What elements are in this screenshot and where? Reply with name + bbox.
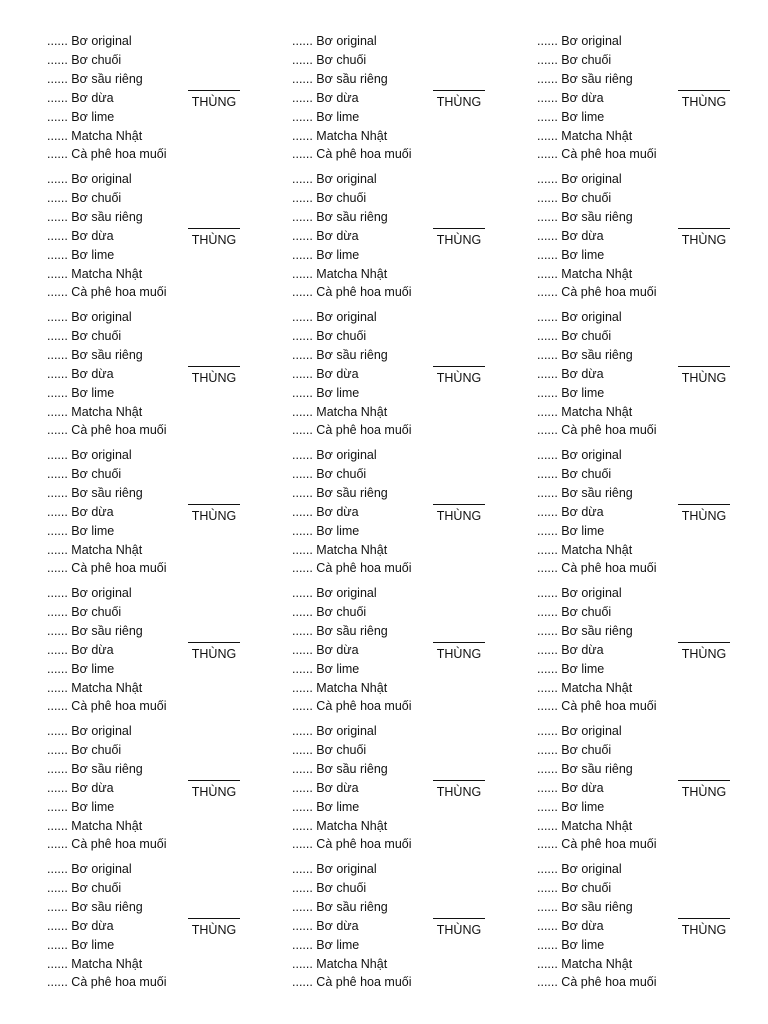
carton-unit-label: THÙNG [436, 647, 482, 661]
flavor-line: ...... Bơ lime [292, 523, 360, 538]
carton-count-field [678, 496, 730, 524]
flavor-line: ...... Matcha Nhật [537, 404, 633, 419]
order-label [47, 170, 292, 304]
flavor-line: ...... Bơ chuối [292, 880, 367, 895]
flavor-line: ...... Bơ sầu riêng [47, 761, 143, 776]
flavor-line: ...... Cà phê hoa muối [292, 285, 412, 300]
flavor-line: ...... Bơ sầu riêng [537, 209, 633, 224]
carton-count-field [188, 634, 240, 662]
flavor-line: ...... Bơ chuối [47, 328, 122, 343]
flavor-line: ...... Bơ original [47, 586, 132, 600]
carton-count-field [188, 220, 240, 248]
flavor-line: ...... Bơ dừa [292, 366, 359, 381]
flavor-line: ...... Matcha Nhật [292, 404, 388, 419]
flavor-line: ...... Bơ lime [537, 109, 605, 124]
flavor-line: ...... Bơ chuối [47, 880, 122, 895]
flavor-line: ...... Bơ sầu riêng [292, 761, 388, 776]
carton-count-blank [433, 82, 485, 91]
carton-count-blank [188, 772, 240, 781]
carton-count-field [678, 910, 730, 938]
flavor-line: ...... Matcha Nhật [292, 266, 388, 281]
flavor-line: ...... Cà phê hoa muối [47, 147, 167, 162]
flavor-line: ...... Bơ chuối [292, 604, 367, 619]
flavor-line: ...... Matcha Nhật [537, 128, 633, 143]
flavor-line: ...... Bơ lime [47, 661, 115, 676]
carton-count-blank [678, 634, 730, 643]
carton-count-field [433, 82, 485, 110]
flavor-line: ...... Bơ lime [537, 523, 605, 538]
flavor-line: ...... Bơ lime [47, 523, 115, 538]
order-label [47, 32, 292, 166]
flavor-line: ...... Bơ lime [47, 937, 115, 952]
order-label [292, 32, 537, 166]
flavor-line: ...... Bơ lime [292, 799, 360, 814]
flavor-line: ...... Bơ dừa [292, 90, 359, 105]
flavor-line: ...... Cà phê hoa muối [47, 975, 167, 990]
flavor-line: ...... Bơ original [292, 172, 377, 186]
flavor-line: ...... Bơ lime [537, 799, 605, 814]
flavor-line: ...... Bơ dừa [292, 228, 359, 243]
flavor-line: ...... Bơ dừa [537, 780, 604, 795]
flavor-line: ...... Bơ lime [537, 661, 605, 676]
flavor-line: ...... Matcha Nhật [47, 956, 143, 971]
order-label [292, 170, 537, 304]
flavor-line: ...... Matcha Nhật [292, 542, 388, 557]
flavor-line: ...... Bơ dừa [47, 228, 114, 243]
carton-count-blank [188, 82, 240, 91]
order-label [537, 170, 768, 304]
carton-unit-label: THÙNG [436, 509, 482, 523]
flavor-line: ...... Matcha Nhật [537, 818, 633, 833]
flavor-line: ...... Bơ lime [47, 109, 115, 124]
carton-count-field [678, 82, 730, 110]
flavor-line: ...... Cà phê hoa muối [537, 561, 657, 576]
order-label [537, 860, 768, 994]
carton-count-field [188, 496, 240, 524]
flavor-line: ...... Bơ sầu riêng [537, 899, 633, 914]
flavor-line: ...... Bơ sầu riêng [47, 899, 143, 914]
flavor-line: ...... Bơ original [292, 448, 377, 462]
flavor-line: ...... Bơ chuối [292, 328, 367, 343]
carton-unit-label: THÙNG [191, 371, 237, 385]
flavor-line: ...... Bơ original [537, 862, 622, 876]
carton-count-field [433, 220, 485, 248]
flavor-line: ...... Bơ chuối [537, 52, 612, 67]
carton-unit-label: THÙNG [681, 647, 727, 661]
flavor-line: ...... Cà phê hoa muối [537, 837, 657, 852]
carton-count-blank [678, 772, 730, 781]
flavor-line: ...... Matcha Nhật [537, 956, 633, 971]
flavor-line: ...... Bơ original [537, 172, 622, 186]
flavor-line: ...... Bơ original [537, 448, 622, 462]
order-label [47, 860, 292, 994]
carton-count-field [188, 772, 240, 800]
flavor-line: ...... Bơ dừa [47, 918, 114, 933]
flavor-line: ...... Matcha Nhật [47, 818, 143, 833]
flavor-line: ...... Bơ original [292, 724, 377, 738]
flavor-line: ...... Bơ lime [292, 385, 360, 400]
flavor-line: ...... Cà phê hoa muối [537, 423, 657, 438]
carton-unit-label: THÙNG [191, 509, 237, 523]
flavor-line: ...... Bơ sầu riêng [47, 485, 143, 500]
order-label [537, 446, 768, 580]
order-label [537, 308, 768, 442]
carton-unit-label: THÙNG [191, 647, 237, 661]
carton-unit-label: THÙNG [191, 233, 237, 247]
flavor-line: ...... Cà phê hoa muối [537, 147, 657, 162]
flavor-line: ...... Bơ sầu riêng [292, 485, 388, 500]
flavor-line: ...... Bơ dừa [537, 642, 604, 657]
flavor-line: ...... Bơ dừa [47, 90, 114, 105]
flavor-line: ...... Bơ original [292, 310, 377, 324]
flavor-line: ...... Bơ chuối [47, 742, 122, 757]
flavor-line: ...... Bơ sầu riêng [47, 623, 143, 638]
flavor-line: ...... Bơ original [292, 862, 377, 876]
carton-count-blank [433, 772, 485, 781]
carton-count-blank [188, 220, 240, 229]
carton-unit-label: THÙNG [681, 233, 727, 247]
flavor-line: ...... Cà phê hoa muối [292, 975, 412, 990]
flavor-line: ...... Bơ lime [537, 247, 605, 262]
flavor-line: ...... Bơ sầu riêng [292, 209, 388, 224]
carton-unit-label: THÙNG [681, 509, 727, 523]
carton-unit-label: THÙNG [681, 95, 727, 109]
carton-count-blank [188, 496, 240, 505]
flavor-line: ...... Bơ lime [292, 109, 360, 124]
flavor-line: ...... Bơ lime [292, 247, 360, 262]
flavor-line: ...... Bơ dừa [292, 504, 359, 519]
carton-count-field [188, 910, 240, 938]
flavor-line: ...... Bơ dừa [537, 90, 604, 105]
flavor-line: ...... Bơ dừa [292, 642, 359, 657]
flavor-line: ...... Bơ lime [292, 661, 360, 676]
carton-count-blank [433, 358, 485, 367]
carton-count-field [678, 634, 730, 662]
order-label [292, 584, 537, 718]
order-label [292, 860, 537, 994]
flavor-line: ...... Bơ lime [537, 385, 605, 400]
flavor-line: ...... Matcha Nhật [47, 128, 143, 143]
flavor-line: ...... Matcha Nhật [47, 266, 143, 281]
flavor-line: ...... Bơ chuối [537, 742, 612, 757]
carton-count-field [678, 772, 730, 800]
flavor-line: ...... Bơ chuối [47, 190, 122, 205]
flavor-line: ...... Matcha Nhật [292, 956, 388, 971]
flavor-line: ...... Matcha Nhật [292, 680, 388, 695]
carton-unit-label: THÙNG [436, 785, 482, 799]
flavor-line: ...... Bơ dừa [537, 504, 604, 519]
carton-unit-label: THÙNG [681, 923, 727, 937]
flavor-line: ...... Bơ dừa [47, 780, 114, 795]
flavor-line: ...... Bơ lime [292, 937, 360, 952]
order-label [537, 32, 768, 166]
order-label [47, 722, 292, 856]
flavor-line: ...... Bơ original [47, 448, 132, 462]
order-label [47, 584, 292, 718]
flavor-line: ...... Bơ sầu riêng [537, 761, 633, 776]
carton-count-field [188, 82, 240, 110]
carton-count-blank [678, 496, 730, 505]
flavor-line: ...... Bơ lime [537, 937, 605, 952]
flavor-line: ...... Bơ dừa [292, 918, 359, 933]
carton-count-blank [188, 634, 240, 643]
flavor-line: ...... Cà phê hoa muối [47, 837, 167, 852]
carton-count-field [433, 772, 485, 800]
flavor-line: ...... Matcha Nhật [537, 542, 633, 557]
carton-count-field [188, 358, 240, 386]
flavor-line: ...... Matcha Nhật [292, 818, 388, 833]
flavor-line: ...... Bơ original [47, 310, 132, 324]
flavor-line: ...... Cà phê hoa muối [292, 423, 412, 438]
flavor-line: ...... Bơ dừa [537, 228, 604, 243]
carton-unit-label: THÙNG [681, 371, 727, 385]
flavor-line: ...... Bơ sầu riêng [292, 71, 388, 86]
carton-count-blank [188, 910, 240, 919]
flavor-line: ...... Bơ dừa [537, 366, 604, 381]
carton-unit-label: THÙNG [436, 95, 482, 109]
flavor-line: ...... Bơ sầu riêng [292, 623, 388, 638]
order-label [292, 722, 537, 856]
carton-unit-label: THÙNG [436, 923, 482, 937]
flavor-line: ...... Bơ original [537, 586, 622, 600]
flavor-line: ...... Bơ chuối [292, 190, 367, 205]
carton-unit-label: THÙNG [191, 785, 237, 799]
flavor-line: ...... Bơ dừa [537, 918, 604, 933]
flavor-line: ...... Bơ lime [47, 799, 115, 814]
flavor-line: ...... Matcha Nhật [47, 680, 143, 695]
carton-count-field [678, 220, 730, 248]
flavor-line: ...... Bơ lime [47, 385, 115, 400]
flavor-line: ...... Bơ original [47, 34, 132, 48]
flavor-line: ...... Bơ original [47, 172, 132, 186]
flavor-line: ...... Bơ dừa [292, 780, 359, 795]
carton-count-blank [678, 220, 730, 229]
carton-count-blank [188, 358, 240, 367]
flavor-line: ...... Bơ chuối [537, 880, 612, 895]
flavor-line: ...... Cà phê hoa muối [292, 837, 412, 852]
carton-count-blank [678, 358, 730, 367]
flavor-line: ...... Bơ chuối [537, 328, 612, 343]
flavor-line: ...... Matcha Nhật [47, 404, 143, 419]
flavor-line: ...... Cà phê hoa muối [292, 699, 412, 714]
carton-count-blank [678, 82, 730, 91]
flavor-line: ...... Bơ original [292, 34, 377, 48]
flavor-line: ...... Bơ chuối [47, 604, 122, 619]
carton-count-field [433, 496, 485, 524]
order-label [47, 308, 292, 442]
flavor-line: ...... Bơ chuối [537, 190, 612, 205]
flavor-line: ...... Bơ chuối [537, 466, 612, 481]
carton-unit-label: THÙNG [436, 233, 482, 247]
flavor-line: ...... Matcha Nhật [537, 266, 633, 281]
order-label [292, 308, 537, 442]
carton-count-field [433, 358, 485, 386]
flavor-line: ...... Bơ sầu riêng [47, 347, 143, 362]
flavor-line: ...... Cà phê hoa muối [537, 975, 657, 990]
flavor-line: ...... Cà phê hoa muối [47, 699, 167, 714]
flavor-line: ...... Cà phê hoa muối [47, 561, 167, 576]
order-label [47, 446, 292, 580]
flavor-line: ...... Bơ dừa [47, 366, 114, 381]
flavor-line: ...... Bơ chuối [292, 742, 367, 757]
flavor-line: ...... Bơ chuối [292, 466, 367, 481]
flavor-line: ...... Cà phê hoa muối [47, 423, 167, 438]
flavor-line: ...... Bơ dừa [47, 642, 114, 657]
flavor-line: ...... Bơ original [47, 724, 132, 738]
flavor-line: ...... Bơ chuối [292, 52, 367, 67]
flavor-line: ...... Bơ chuối [47, 466, 122, 481]
flavor-line: ...... Bơ original [537, 724, 622, 738]
flavor-line: ...... Bơ original [47, 862, 132, 876]
carton-count-field [433, 634, 485, 662]
order-label [537, 722, 768, 856]
carton-unit-label: THÙNG [191, 95, 237, 109]
carton-unit-label: THÙNG [681, 785, 727, 799]
flavor-line: ...... Bơ lime [47, 247, 115, 262]
flavor-line: ...... Cà phê hoa muối [292, 561, 412, 576]
carton-unit-label: THÙNG [191, 923, 237, 937]
flavor-line: ...... Cà phê hoa muối [537, 285, 657, 300]
carton-count-field [433, 910, 485, 938]
flavor-line: ...... Bơ dừa [47, 504, 114, 519]
flavor-line: ...... Bơ sầu riêng [292, 899, 388, 914]
carton-count-blank [433, 634, 485, 643]
carton-unit-label: THÙNG [436, 371, 482, 385]
flavor-line: ...... Cà phê hoa muối [47, 285, 167, 300]
flavor-line: ...... Bơ sầu riêng [537, 485, 633, 500]
flavor-line: ...... Bơ chuối [47, 52, 122, 67]
flavor-line: ...... Cà phê hoa muối [537, 699, 657, 714]
order-label [292, 446, 537, 580]
flavor-line: ...... Matcha Nhật [537, 680, 633, 695]
flavor-line: ...... Cà phê hoa muối [292, 147, 412, 162]
carton-count-blank [678, 910, 730, 919]
carton-count-blank [433, 910, 485, 919]
flavor-line: ...... Bơ chuối [537, 604, 612, 619]
flavor-line: ...... Bơ original [537, 34, 622, 48]
carton-count-field [678, 358, 730, 386]
flavor-line: ...... Bơ sầu riêng [537, 71, 633, 86]
flavor-line: ...... Matcha Nhật [47, 542, 143, 557]
flavor-line: ...... Bơ sầu riêng [47, 71, 143, 86]
carton-count-blank [433, 496, 485, 505]
carton-count-blank [433, 220, 485, 229]
flavor-line: ...... Bơ original [292, 586, 377, 600]
flavor-line: ...... Bơ sầu riêng [537, 347, 633, 362]
flavor-line: ...... Bơ sầu riêng [537, 623, 633, 638]
order-label [537, 584, 768, 718]
flavor-line: ...... Bơ sầu riêng [292, 347, 388, 362]
flavor-line: ...... Bơ sầu riêng [47, 209, 143, 224]
flavor-line: ...... Bơ original [537, 310, 622, 324]
flavor-line: ...... Matcha Nhật [292, 128, 388, 143]
